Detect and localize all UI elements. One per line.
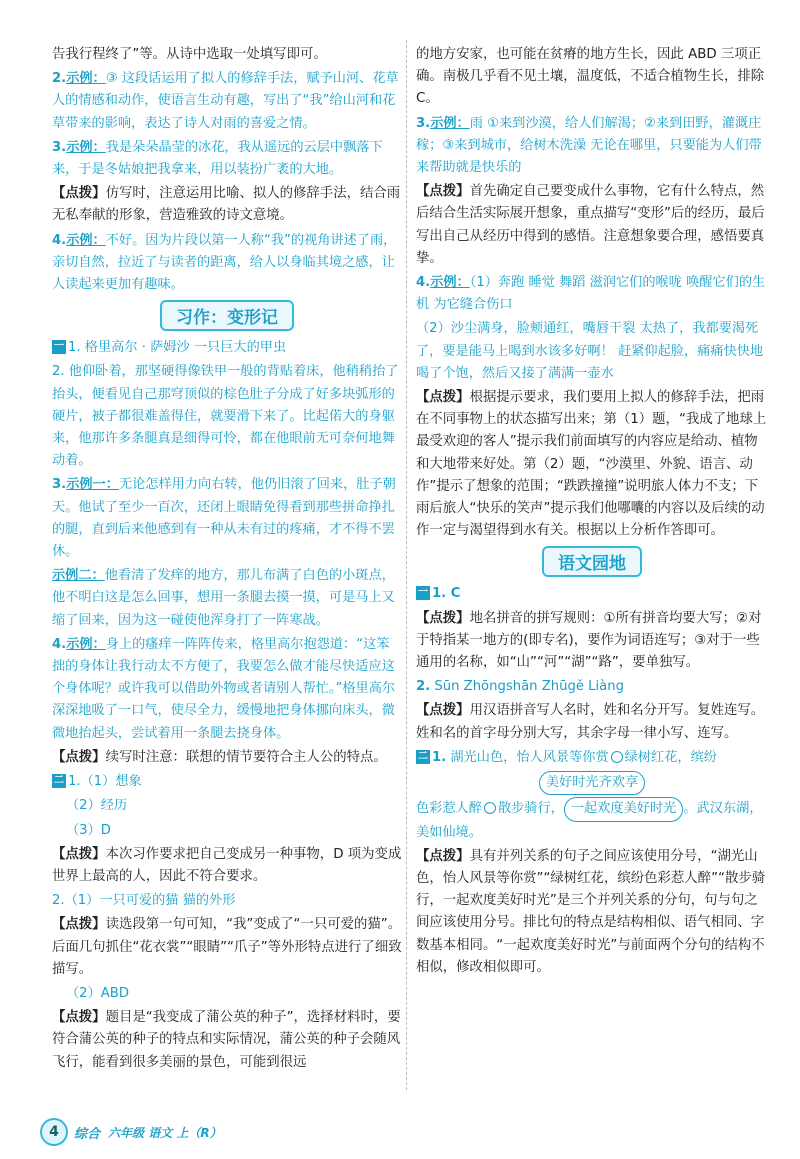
tip-1: 【点拨】仿写时，注意运用比喻、拟人的修辞手法，结合雨无私奉献的形象，营造雅致的诗文意境。 bbox=[52, 186, 401, 224]
answer-2: 2.示例：③ 这段话运用了拟人的修辞手法，赋予山河、花草人的情感和动作，使语言生动有趣，写出了“我”给山河和花草带来的影响，表达了诗人对雨的喜爱之情。 bbox=[52, 71, 399, 131]
garden-q3: 二 1. 湖光山色，怡人风景等你赏 绿树红花，缤纷 bbox=[418, 749, 717, 765]
part2-q2b: （2）ABD bbox=[66, 985, 129, 1001]
left-line1: 告我行程终了”等。从诗中选取一处填写即可。 bbox=[52, 47, 327, 62]
tip-r4: 【点拨】用汉语拼音写人名时，姓和名分开写。复姓连写。姓和名的首字母分别大写，其余字母一律小写、连写。 bbox=[416, 703, 765, 741]
part2-q1a: 二 1.（1）想象 bbox=[54, 774, 142, 790]
part-marker: 一 bbox=[418, 587, 428, 599]
answer-3: 3.示例：我是朵朵晶莹的冰花，我从遥远的云层中飘落下来，于是冬姑娘把我拿来，用以装扮广袤的大地。 bbox=[52, 139, 383, 178]
part1-q3b: 示例二：他看清了发痒的地方，那儿布满了白色的小斑点，他不明白这是怎么回事，想用一条腿去摸一摸，可是马上又缩了回来，因为这一碰使他浑身打了一阵寒战。 bbox=[52, 568, 395, 628]
answer-r4b: （2）沙尘满身，脸颊通红，嘴唇干裂 太热了，我都要渴死了，要是能马上喝到水该多好啊！ 赶紧仰起脸，痛痛快快地喝了个饱，然后又接了满满一壶水 bbox=[416, 321, 764, 381]
tip-5: 【点拨】题目是“我变成了蒲公英的种子”，选择材料时，要符合蒲公英的种子的特点和实际情况，蒲公英的种子会随风飞行，能看到很多美丽的景色，可能到很远 bbox=[52, 1010, 401, 1070]
garden-q1: 一 1. C bbox=[418, 586, 461, 602]
column-divider bbox=[406, 40, 408, 1090]
garden-q2: 2. Sūn Zhōngshān Zhūgě Liàng bbox=[416, 679, 624, 695]
part2-q1c: （3）D bbox=[66, 822, 111, 838]
tip-2: 【点拨】续写时注意：联想的情节要符合主人公的特点。 bbox=[52, 749, 387, 765]
footer-text: 六年级 语文 上（R） bbox=[108, 1125, 222, 1140]
brand-logo: 综合 bbox=[74, 1126, 101, 1142]
semicolon-mark-icon bbox=[484, 802, 496, 814]
part2-q2a: 2.（1）一只可爱的猫 猫的外形 bbox=[52, 893, 236, 909]
answer-4: 4.示例：不好。因为片段以第一人称“我”的视角讲述了雨，亲切自然，拉近了与读者的距离，给人以身临其境之感，让人读起来更加有趣味。 bbox=[52, 232, 397, 293]
part2-q1b: （2）经历 bbox=[66, 798, 128, 814]
tip-r5: 【点拨】具有并列关系的句子之间应该使用分号，“湖光山色，怡人风景等你赏”“绿树红花，缤纷色彩惹人醉”“散步骑行，一起欢度美好时光”是三个并列关系的分句，句与句之间应该使用分号。排比句的特点是结构相似、语气相同、字数基本相同。“一起欢度美好时光”与前面两个分句的结构不相似，修改相似即可。 bbox=[416, 848, 766, 975]
answer-r4a: 4.示例：（1）奔跑 睡觉 舞蹈 滋润它们的喉咙 唤醒它们的生机 为它缝合伤口 bbox=[416, 275, 766, 313]
tip-4: 【点拨】读选段第一句可知，“我”变成了“一只可爱的猫”。后面几句抓住“花衣裳”“眼睛”“爪子”等外形特点进行了细致描写。 bbox=[52, 917, 402, 977]
right-column bbox=[416, 44, 768, 981]
garden-q3-revision bbox=[416, 771, 768, 795]
part1-q3a: 3.示例一：无论怎样用力向右转，他仍旧滚了回来，肚子朝天。他试了至少一百次，还闭上眼睛免得看到那些拼命挣扎的腿，直到后来他感到有一种从未有过的疼痛，才不得不罢休。 bbox=[52, 477, 396, 560]
part1-q4: 4.示例：身上的瘙痒一阵阵传来，格里高尔抱怨道：“这笨拙的身体让我行动太不方便了，我要怎么做才能尽快适应这个身体呢？或许我可以借助外物或者请别人帮忙。”格里高尔深深地吸了一口气，使尽全力，缓慢地把身体挪向床头，微微地抬起头，尝试着用一条腿去挠身体。 bbox=[52, 636, 396, 741]
section-title-garden: 语文园地 bbox=[416, 546, 768, 577]
part1-q1: 一 1. 格里高尔 · 萨姆沙 一只巨大的甲虫 bbox=[54, 340, 287, 356]
part-marker: 一 bbox=[54, 341, 64, 353]
part-marker: 二 bbox=[54, 775, 64, 787]
part1-q2: 2. 他仰卧着，那坚硬得像铁甲一般的背贴着床，他稍稍抬了抬头，便看见自己那穹顶似的棕色肚子分成了好多块弧形的硬片，被子都很难盖得住，就要滑下来了。比起偌大的身躯来，他那许多条腿真是细得可怜，都在他眼前无可奈何地舞动着。 bbox=[52, 364, 399, 469]
page-footer bbox=[40, 1120, 300, 1144]
garden-q3-cont: 色彩惹人醉 散步骑行， 一起欢度美好时光 。武汉东湖，美如仙境。 bbox=[416, 797, 768, 843]
page-number: 4 bbox=[40, 1118, 68, 1146]
tip-r1: 【点拨】首先确定自己要变成什么事物，它有什么特点，然后结合生活实际展开想象，重点描写“变形”后的经历，最后写出自己从经历中得到的感悟。注意想象要合理，感悟要真挚。 bbox=[416, 184, 765, 266]
semicolon-mark-icon bbox=[611, 751, 623, 763]
answer-r3: 3.示例：雨 ①来到沙漠，给人们解渴；②来到田野，灌溉庄稼；③来到城市，给树木洗澡 无论在哪里，只要能为人们带来帮助就是快乐的 bbox=[416, 115, 762, 176]
section-title-writing: 习作：变形记 bbox=[52, 300, 402, 331]
correction-oval-1: 美好时光齐欢享 bbox=[539, 771, 645, 795]
tip-r2: 【点拨】根据提示要求，我们要用上拟人的修辞手法，把雨在不同事物上的状态描写出来；第（1）题，“我成了地球上最受欢迎的客人”提示我们前面填写的内容应是给动、植物和大地带来好处。第（2）题，“沙漠里、外貌、语言、动作”提示了想象的范围；“跌跌撞撞”说明旅人体力不支；下雨后旅人“快乐的笑声”提示我们他哪囔的内容以及后续的动作一定与渴望得到水有关。根据以上分析作答即可。 bbox=[416, 390, 767, 539]
right-line1: 的地方安家，也可能在贫瘠的地方生长，因此 ABD 三项正确。南极几乎看不见土壤，温度低，不适合植物生长，排除 C。 bbox=[416, 47, 765, 107]
tip-r3: 【点拨】地名拼音的拼写规则：①所有拼音均要大写；②对于特指某一地方的(即专名)，要作为词语连写；③对于一些通用的名称，如“山”“河”“湖”“路”，要单独写。 bbox=[416, 610, 762, 671]
correction-oval-2: 一起欢度美好时光 bbox=[564, 797, 684, 821]
part-marker: 二 bbox=[418, 750, 428, 762]
tip-3: 【点拨】本次习作要求把自己变成另一种事物，D 项为变成世界上最高的人，因此不符合要求。 bbox=[52, 846, 402, 884]
left-column bbox=[52, 44, 402, 1076]
